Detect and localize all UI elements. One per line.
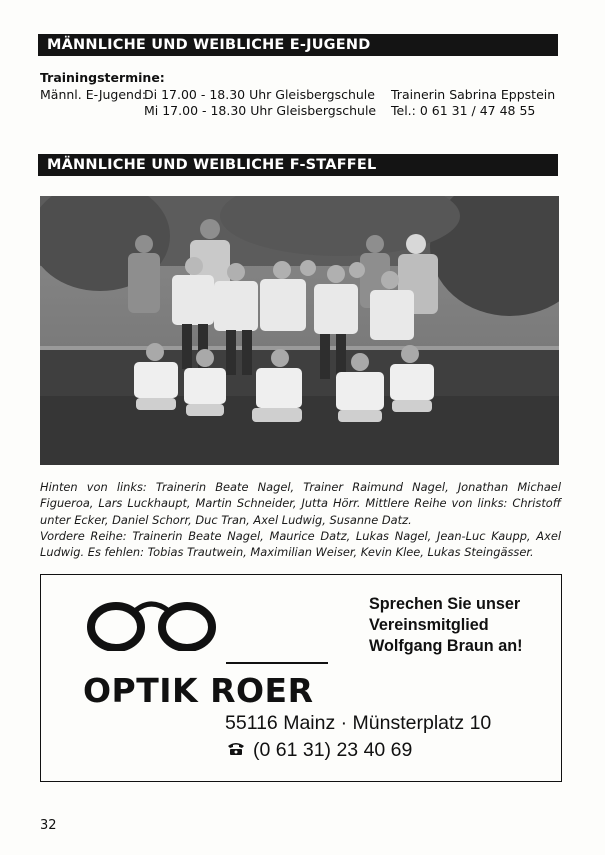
eyeglasses-icon	[83, 595, 225, 655]
page-number: 32	[40, 818, 57, 833]
ad-slogan	[369, 594, 522, 657]
training-row	[40, 103, 560, 119]
training-time: Mi 17.00 - 18.30 Uhr Gleisbergschule	[144, 103, 377, 118]
section-heading-f-staffel: MÄNNLICHE UND WEIBLICHE F-STAFFEL	[38, 154, 558, 176]
slogan-line: Sprechen Sie unser	[369, 595, 521, 613]
caption-line: Vordere Reihe: Trainerin Beate Nagel, Maurice Datz, Lukas Nagel, Jean-Luc Kaupp, Axel Ludwig. Es fehlen: Tobias Trautwein, Maximilian Weiser, Kevin Klee, Lukas Steingässer.	[40, 528, 561, 560]
photo-caption	[40, 479, 561, 560]
training-trainer: Trainerin Sabrina Eppstein	[391, 87, 556, 102]
phone-number: (0 61 31) 23 40 69	[253, 739, 413, 761]
ad-address: 55116 Mainz · Münsterplatz 10	[225, 712, 492, 734]
slogan-line: Wolfgang Braun an!	[369, 637, 523, 655]
training-time: Di 17.00 - 18.30 Uhr Gleisbergschule	[144, 87, 375, 102]
telephone-icon	[227, 739, 245, 762]
training-group: Männl. E-Jugend:	[40, 87, 147, 102]
training-row	[40, 87, 560, 103]
optik-roer-ad	[40, 574, 562, 782]
logo-divider	[226, 662, 328, 664]
training-label: Trainingstermine:	[40, 70, 165, 85]
section-heading-e-jugend: MÄNNLICHE UND WEIBLICHE E-JUGEND	[38, 34, 558, 56]
ad-phone-line	[227, 739, 412, 762]
training-phone: Tel.: 0 61 31 / 47 48 55	[391, 103, 536, 118]
caption-line: Hinten von links: Trainerin Beate Nagel, Trainer Raimund Nagel, Jonathan Michael Figueroa, Lars Luckhaupt, Martin Schneider, Jutta Hörr. Mittlere Reihe von links: Christoff unter Ecker, Daniel Schorr, Duc Tran, Axel Ludwig, Susanne Datz.	[40, 480, 561, 527]
team-photo	[40, 196, 559, 465]
brand-name: OPTIK ROER	[83, 671, 314, 710]
slogan-line: Vereinsmitglied	[369, 616, 489, 634]
